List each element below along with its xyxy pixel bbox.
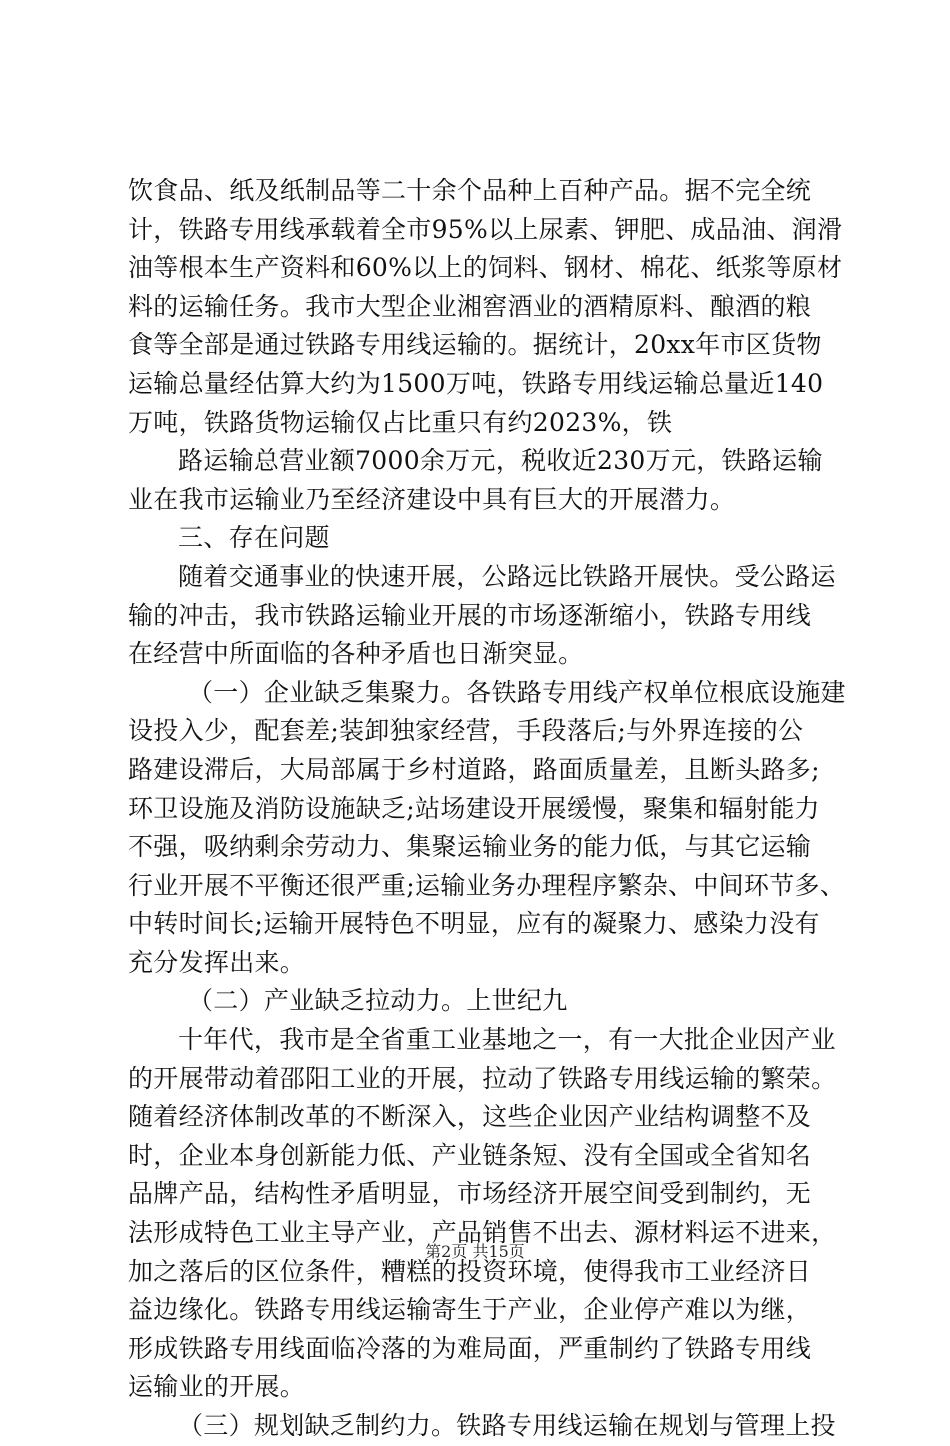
- text-line: 运输业的开展。: [128, 1372, 306, 1402]
- text-line: 计，铁路专用线承载着全市95%以上尿素、钾肥、成品油、润滑: [128, 214, 843, 244]
- text-line: 油等根本生产资料和60%以上的饲料、钢材、棉花、纸浆等原材: [128, 253, 843, 283]
- text-line: 益边缘化。铁路专用线运输寄生于产业，企业停产难以为继，: [128, 1295, 812, 1325]
- subsection-line: （三）规划缺乏制约力。铁路专用线运输在规划与管理上投: [178, 1411, 836, 1440]
- page-footer: 第2页 共15页: [425, 1242, 525, 1261]
- text-line: 形成铁路专用线面临冷落的为难局面，严重制约了铁路专用线: [128, 1333, 812, 1363]
- text-line: 的开展带动着邵阳工业的开展，拉动了铁路专用线运输的繁荣。: [128, 1063, 837, 1093]
- text-line: 法形成特色工业主导产业，产品销售不出去、源材料运不进来，: [128, 1218, 837, 1248]
- text-line: 输的冲击，我市铁路运输业开展的市场逐渐缩小，铁路专用线: [128, 600, 812, 630]
- text-line: 十年代，我市是全省重工业基地之一，有一大批企业因产业: [178, 1025, 836, 1055]
- section-heading: 三、存在问题: [178, 523, 330, 553]
- text-line: 行业开展不平衡还很严重;运输业务办理程序繁杂、中间环节多、: [128, 870, 846, 900]
- text-line: 随着交通事业的快速开展，公路远比铁路开展快。受公路运: [178, 561, 836, 591]
- text-line: 中转时间长;运输开展特色不明显，应有的凝聚力、感染力没有: [128, 909, 820, 939]
- text-line: 万吨，铁路货物运输仅占比重只有约2023%，铁: [128, 407, 673, 437]
- text-line: 充分发挥出来。: [128, 947, 306, 977]
- text-line: 随着经济体制改革的不断深入，这些企业因产业结构调整不及: [128, 1102, 812, 1132]
- text-line: 加之落后的区位条件，糟糕的投资环境，使得我市工业经济日: [128, 1256, 812, 1286]
- text-line: 环卫设施及消防设施缺乏;站场建设开展缓慢，聚集和辐射能力: [128, 793, 820, 823]
- text-line: 不强，吸纳剩余劳动力、集聚运输业务的能力低，与其它运输: [128, 832, 812, 862]
- text-line: 路运输总营业额7000余万元，税收近230万元，铁路运输: [178, 446, 823, 476]
- text-line: 时，企业本身创新能力低、产业链条短、没有全国或全省知名: [128, 1140, 812, 1170]
- text-line: 在经营中所面临的各种矛盾也日渐突显。: [128, 639, 584, 669]
- subsection-line: （二）产业缺乏拉动力。上世纪九: [188, 986, 568, 1016]
- text-line: 运输总量经估算大约为1500万吨，铁路专用线运输总量近140: [128, 368, 824, 398]
- text-line: 业在我市运输业乃至经济建设中具有巨大的开展潜力。: [128, 484, 736, 514]
- text-line: 品牌产品，结构性矛盾明显，市场经济开展空间受到制约，无: [128, 1179, 812, 1209]
- text-line: 料的运输任务。我市大型企业湘窖酒业的酒精原料、酿酒的粮: [128, 291, 812, 321]
- text-line: 路建设滞后，大局部属于乡村道路，路面质量差，且断头路多;: [128, 754, 820, 784]
- subsection-line: （一）企业缺乏集聚力。各铁路专用线产权单位根底设施建: [188, 677, 846, 707]
- text-line: 设投入少，配套差;装卸独家经营，手段落后;与外界连接的公: [128, 716, 804, 746]
- text-line: 食等全部是通过铁路专用线运输的。据统计，20xx年市区货物: [128, 330, 822, 360]
- text-line: 饮食品、纸及纸制品等二十余个品种上百种产品。据不完全统: [128, 176, 812, 205]
